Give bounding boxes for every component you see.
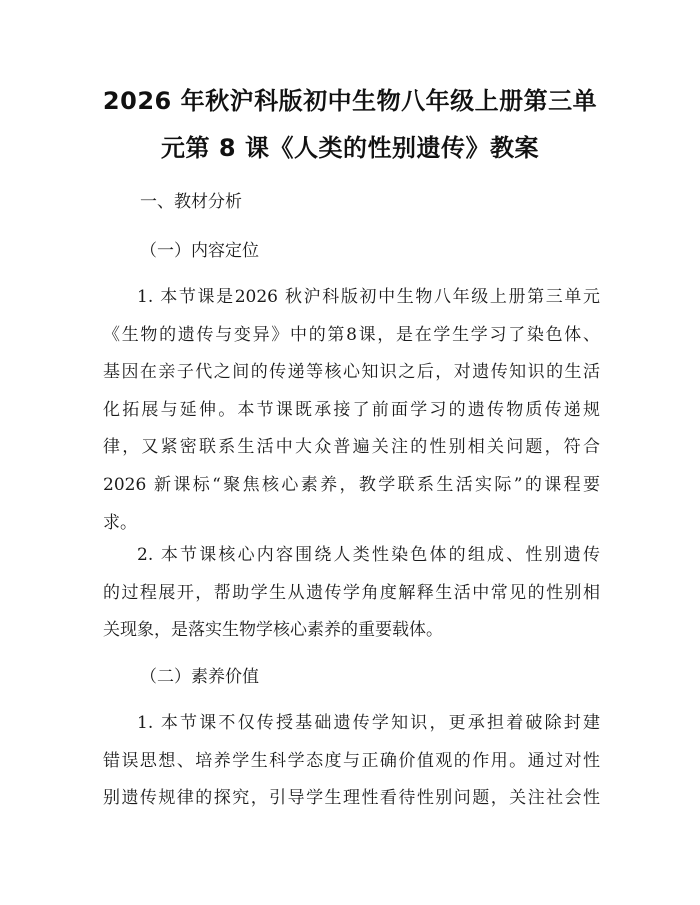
section-heading-textbook-analysis: 一、教材分析 (140, 192, 242, 212)
paragraph-line: 化拓展与延伸。本节课既承接了前面学习的遗传物质传递规 (103, 399, 600, 420)
paragraph-line: 《生物的遗传与变异》中的第8课，是在学生学习了染色体、 (103, 324, 600, 345)
paragraph-line: 求。 (103, 512, 137, 533)
paragraph-line: 2026 新课标“聚焦核心素养，教学联系生活实际”的课程要 (103, 474, 600, 495)
paragraph-content-positioning-1 (103, 279, 600, 542)
paragraph-line: 的过程展开，帮助学生从遗传学角度解释生活中常见的性别相 (103, 582, 600, 603)
subsection-heading-literacy-value: （二）素养价值 (140, 667, 259, 687)
title-line-2: 元第 8 课《人类的性别遗传》教案 (161, 134, 539, 162)
paragraph-line: 错误思想、培养学生科学态度与正确价值观的作用。通过对性 (103, 750, 600, 771)
paragraph-line: 基因在亲子代之间的传递等核心知识之后，对遗传知识的生活 (103, 362, 600, 383)
paragraph-line: 律，又紧密联系生活中大众普遍关注的性别相关问题，符合 (103, 437, 600, 458)
document-title (90, 78, 610, 172)
paragraph-literacy-value-1 (103, 705, 600, 818)
paragraph-line: 1. 本节课是2026 秋沪科版初中生物八年级上册第三单元 (137, 287, 600, 307)
paragraph-line: 别遗传规律的探究，引导学生理性看待性别问题，关注社会性 (103, 788, 600, 809)
paragraph-line: 1. 本节课不仅传授基础遗传学知识，更承担着破除封建 (137, 713, 600, 733)
title-line-1: 2026 年秋沪科版初中生物八年级上册第三单 (102, 87, 598, 115)
subsection-heading-content-positioning: （一）内容定位 (140, 241, 259, 261)
paragraph-line: 2. 本节课核心内容围绕人类性染色体的组成、性别遗传 (137, 545, 600, 565)
paragraph-line: 关现象，是落实生物学核心素养的重要载体。 (103, 620, 443, 641)
paragraph-content-positioning-2 (103, 537, 600, 650)
